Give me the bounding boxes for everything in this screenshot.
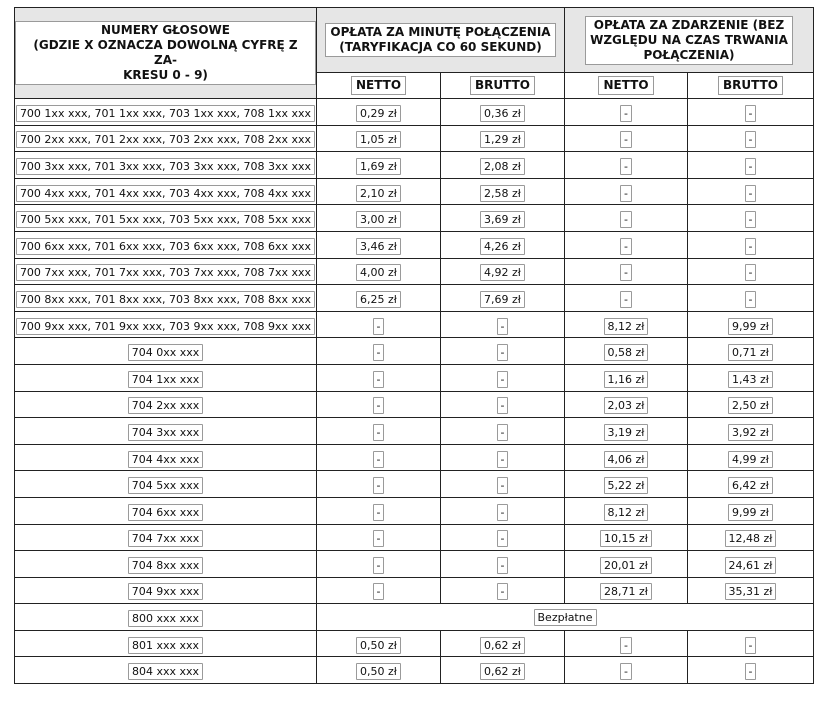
- per-minute-brutto-cell: [441, 471, 565, 498]
- per-minute-netto-cell: [317, 418, 441, 445]
- table-row: [15, 524, 814, 551]
- per-minute-netto-cell: [317, 338, 441, 365]
- per-minute-netto-cell: [317, 391, 441, 418]
- per-minute-netto: -: [373, 557, 385, 574]
- per-minute-brutto-cell: [441, 205, 565, 232]
- per-event-brutto: -: [745, 211, 757, 228]
- per-event-netto-cell: [565, 418, 688, 445]
- table-row: [15, 471, 814, 498]
- per-event-netto-cell: [565, 152, 688, 179]
- number-range: 800 xxx xxx: [128, 610, 203, 627]
- free-label: Bezpłatne: [534, 609, 597, 626]
- per-event-brutto-cell: [688, 444, 814, 471]
- per-event-brutto-cell: [688, 178, 814, 205]
- per-minute-netto: 3,46 zł: [356, 238, 401, 255]
- per-minute-brutto: 3,69 zł: [480, 211, 525, 228]
- per-event-netto: 1,16 zł: [604, 371, 649, 388]
- per-minute-netto-cell: [317, 497, 441, 524]
- per-event-brutto-cell: [688, 338, 814, 365]
- number-range-cell: [15, 178, 317, 205]
- number-range: 700 3xx xxx, 701 3xx xxx, 703 3xx xxx, 708 3xx xxx: [16, 158, 315, 175]
- per-event-netto-cell: [565, 205, 688, 232]
- per-event-netto-cell: [565, 285, 688, 312]
- per-minute-netto: 0,29 zł: [356, 105, 401, 122]
- number-range: 700 2xx xxx, 701 2xx xxx, 703 2xx xxx, 708 2xx xxx: [16, 131, 315, 148]
- number-range: 804 xxx xxx: [128, 663, 203, 680]
- per-event-netto-cell: [565, 231, 688, 258]
- per-event-netto-cell: [565, 497, 688, 524]
- free-label-cell: [317, 604, 814, 631]
- per-event-brutto-cell: [688, 152, 814, 179]
- per-event-netto: -: [620, 264, 632, 281]
- per-minute-brutto: 4,92 zł: [480, 264, 525, 281]
- per-minute-netto: -: [373, 318, 385, 335]
- per-event-brutto: 9,99 zł: [728, 318, 773, 335]
- per-event-brutto-cell: [688, 577, 814, 604]
- table-row: [15, 577, 814, 604]
- per-event-brutto: 9,99 zł: [728, 504, 773, 521]
- per-event-brutto: -: [745, 291, 757, 308]
- per-event-netto-cell: [565, 99, 688, 126]
- per-event-netto-cell: [565, 258, 688, 285]
- table-row: [15, 630, 814, 657]
- per-event-brutto-cell: [688, 285, 814, 312]
- per-minute-brutto-cell: [441, 657, 565, 684]
- per-minute-netto-cell: [317, 577, 441, 604]
- table-row: [15, 418, 814, 445]
- table-row: [15, 99, 814, 126]
- number-range-cell: [15, 657, 317, 684]
- per-event-netto-cell: [565, 178, 688, 205]
- per-event-netto-cell: [565, 657, 688, 684]
- per-event-netto: -: [620, 211, 632, 228]
- number-range: 704 2xx xxx: [128, 397, 204, 414]
- per-event-netto: -: [620, 158, 632, 175]
- per-minute-brutto: -: [497, 583, 509, 600]
- per-minute-brutto-cell: [441, 178, 565, 205]
- number-range: 700 6xx xxx, 701 6xx xxx, 703 6xx xxx, 708 6xx xxx: [16, 238, 315, 255]
- per-event-header-label: OPŁATA ZA ZDARZENIE (BEZ WZGLĘDU NA CZAS TRWANIA POŁĄCZENIA): [585, 16, 793, 65]
- per-event-brutto-cell: [688, 551, 814, 578]
- number-range-cell: [15, 338, 317, 365]
- per-minute-header-label: OPŁATA ZA MINUTĘ POŁĄCZENIA (TARYFIKACJA CO 60 SEKUND): [325, 23, 555, 57]
- per-event-brutto: -: [745, 264, 757, 281]
- number-range: 700 9xx xxx, 701 9xx xxx, 703 9xx xxx, 708 9xx xxx: [16, 318, 315, 335]
- per-event-brutto: -: [745, 158, 757, 175]
- per-minute-brutto: -: [497, 530, 509, 547]
- number-range: 704 0xx xxx: [128, 344, 204, 361]
- number-range-cell: [15, 231, 317, 258]
- per-event-brutto-cell: [688, 125, 814, 152]
- per-minute-brutto: 2,08 zł: [480, 158, 525, 175]
- number-range: 700 5xx xxx, 701 5xx xxx, 703 5xx xxx, 708 5xx xxx: [16, 211, 315, 228]
- per-minute-brutto: -: [497, 371, 509, 388]
- per-event-netto-cell: [565, 338, 688, 365]
- per-minute-netto: 6,25 zł: [356, 291, 401, 308]
- per-event-brutto: -: [745, 185, 757, 202]
- number-range-cell: [15, 391, 317, 418]
- number-range: 704 3xx xxx: [128, 424, 204, 441]
- per-minute-netto-cell: [317, 551, 441, 578]
- per-minute-brutto: -: [497, 557, 509, 574]
- per-event-netto-cell: [565, 391, 688, 418]
- number-range-cell: [15, 285, 317, 312]
- tariff-table: [14, 7, 814, 684]
- per-minute-brutto-cell: [441, 551, 565, 578]
- per-minute-netto: 3,00 zł: [356, 211, 401, 228]
- per-minute-brutto: -: [497, 504, 509, 521]
- number-range: 704 1xx xxx: [128, 371, 204, 388]
- per-minute-netto: 0,50 zł: [356, 637, 401, 654]
- per-event-netto: 2,03 zł: [604, 397, 649, 414]
- number-range: 704 6xx xxx: [128, 504, 204, 521]
- number-range-cell: [15, 551, 317, 578]
- per-event-brutto-cell: [688, 524, 814, 551]
- per-event-netto: 3,19 zł: [604, 424, 649, 441]
- per-minute-netto: 1,05 zł: [356, 131, 401, 148]
- per-minute-brutto: 0,62 zł: [480, 663, 525, 680]
- per-minute-brutto-cell: [441, 258, 565, 285]
- per-event-netto: 0,58 zł: [604, 344, 649, 361]
- per-minute-brutto-cell: [441, 364, 565, 391]
- table-row: [15, 604, 814, 631]
- per-event-brutto-cell: [688, 630, 814, 657]
- number-range-cell: [15, 311, 317, 338]
- per-minute-brutto: 0,62 zł: [480, 637, 525, 654]
- per-minute-netto-cell: [317, 258, 441, 285]
- per-minute-netto: 2,10 zł: [356, 185, 401, 202]
- number-range: 704 9xx xxx: [128, 583, 204, 600]
- per-event-brutto: 1,43 zł: [728, 371, 773, 388]
- per-minute-brutto: -: [497, 451, 509, 468]
- numbers-column-header: [15, 8, 317, 99]
- per-minute-brutto-cell: [441, 152, 565, 179]
- table-row: [15, 311, 814, 338]
- per-minute-netto: 0,50 zł: [356, 663, 401, 680]
- per-minute-netto-cell: [317, 205, 441, 232]
- per-minute-netto-cell: [317, 524, 441, 551]
- per-minute-brutto-header: BRUTTO: [441, 73, 565, 99]
- per-event-netto: -: [620, 185, 632, 202]
- per-event-netto: -: [620, 131, 632, 148]
- number-range-cell: [15, 258, 317, 285]
- number-range-cell: [15, 497, 317, 524]
- per-event-netto-cell: [565, 524, 688, 551]
- per-minute-netto: -: [373, 504, 385, 521]
- per-minute-netto: -: [373, 397, 385, 414]
- table-row: [15, 338, 814, 365]
- per-minute-brutto: 4,26 zł: [480, 238, 525, 255]
- per-event-netto-cell: [565, 444, 688, 471]
- per-minute-netto-cell: [317, 471, 441, 498]
- per-event-column-group: [565, 8, 814, 73]
- per-minute-netto: -: [373, 477, 385, 494]
- per-event-brutto-cell: [688, 311, 814, 338]
- per-event-brutto: -: [745, 663, 757, 680]
- per-minute-netto-cell: [317, 231, 441, 258]
- per-minute-brutto-cell: [441, 577, 565, 604]
- number-range-cell: [15, 604, 317, 631]
- number-range: 700 1xx xxx, 701 1xx xxx, 703 1xx xxx, 708 1xx xxx: [16, 105, 315, 122]
- per-minute-brutto-cell: [441, 497, 565, 524]
- per-event-netto: 8,12 zł: [604, 318, 649, 335]
- per-event-brutto: -: [745, 131, 757, 148]
- per-minute-brutto-cell: [441, 444, 565, 471]
- table-row: [15, 364, 814, 391]
- number-range-cell: [15, 444, 317, 471]
- number-range-cell: [15, 205, 317, 232]
- per-minute-brutto-cell: [441, 391, 565, 418]
- per-event-brutto: 6,42 zł: [728, 477, 773, 494]
- per-minute-netto: -: [373, 371, 385, 388]
- per-event-netto-cell: [565, 125, 688, 152]
- table-row: [15, 391, 814, 418]
- per-minute-netto: 1,69 zł: [356, 158, 401, 175]
- table-row: [15, 178, 814, 205]
- table-row: [15, 231, 814, 258]
- per-event-netto: 28,71 zł: [600, 583, 652, 600]
- per-event-netto: 10,15 zł: [600, 530, 652, 547]
- per-event-brutto-cell: [688, 497, 814, 524]
- per-minute-netto: -: [373, 583, 385, 600]
- number-range-cell: [15, 418, 317, 445]
- table-row: [15, 205, 814, 232]
- per-minute-brutto-cell: [441, 630, 565, 657]
- per-event-brutto: -: [745, 238, 757, 255]
- number-range-cell: [15, 524, 317, 551]
- per-minute-netto: -: [373, 344, 385, 361]
- per-minute-netto-cell: [317, 99, 441, 126]
- number-range-cell: [15, 364, 317, 391]
- table-row: [15, 497, 814, 524]
- per-minute-netto-cell: [317, 311, 441, 338]
- number-range: 801 xxx xxx: [128, 637, 203, 654]
- per-event-brutto: -: [745, 105, 757, 122]
- table-row: [15, 152, 814, 179]
- per-event-brutto-cell: [688, 364, 814, 391]
- per-minute-brutto-cell: [441, 231, 565, 258]
- per-minute-brutto-cell: [441, 125, 565, 152]
- per-event-netto: -: [620, 291, 632, 308]
- per-minute-brutto-cell: [441, 338, 565, 365]
- per-minute-brutto-cell: [441, 99, 565, 126]
- number-range: 704 5xx xxx: [128, 477, 204, 494]
- per-minute-netto-header: NETTO: [317, 73, 441, 99]
- per-minute-brutto-cell: [441, 524, 565, 551]
- per-event-netto-cell: [565, 630, 688, 657]
- per-event-netto-cell: [565, 577, 688, 604]
- number-range-cell: [15, 152, 317, 179]
- per-event-brutto: 4,99 zł: [728, 451, 773, 468]
- per-minute-brutto: -: [497, 397, 509, 414]
- per-event-brutto-cell: [688, 258, 814, 285]
- per-event-brutto: 35,31 zł: [725, 583, 777, 600]
- per-event-brutto: 2,50 zł: [728, 397, 773, 414]
- per-event-brutto: 24,61 zł: [725, 557, 777, 574]
- per-event-netto-cell: [565, 551, 688, 578]
- per-event-brutto-cell: [688, 231, 814, 258]
- per-minute-netto-cell: [317, 630, 441, 657]
- number-range: 704 7xx xxx: [128, 530, 204, 547]
- table-row: [15, 551, 814, 578]
- number-range: 700 4xx xxx, 701 4xx xxx, 703 4xx xxx, 708 4xx xxx: [16, 185, 315, 202]
- per-minute-brutto: 2,58 zł: [480, 185, 525, 202]
- per-event-netto: 4,06 zł: [604, 451, 649, 468]
- per-event-brutto-cell: [688, 471, 814, 498]
- per-event-netto: 20,01 zł: [600, 557, 652, 574]
- per-minute-column-group: [317, 8, 565, 73]
- per-minute-brutto-cell: [441, 418, 565, 445]
- per-event-brutto: 3,92 zł: [728, 424, 773, 441]
- per-event-brutto: 12,48 zł: [725, 530, 777, 547]
- per-event-brutto-header: BRUTTO: [688, 73, 814, 99]
- per-minute-brutto: 7,69 zł: [480, 291, 525, 308]
- per-event-netto: -: [620, 663, 632, 680]
- table-row: [15, 125, 814, 152]
- per-minute-netto: -: [373, 530, 385, 547]
- per-event-netto: 8,12 zł: [604, 504, 649, 521]
- number-range-cell: [15, 630, 317, 657]
- table-row: [15, 657, 814, 684]
- per-minute-netto-cell: [317, 125, 441, 152]
- per-event-brutto-cell: [688, 205, 814, 232]
- number-range-cell: [15, 471, 317, 498]
- per-minute-brutto: -: [497, 344, 509, 361]
- per-minute-netto: 4,00 zł: [356, 264, 401, 281]
- number-range: 704 4xx xxx: [128, 451, 204, 468]
- number-range-cell: [15, 577, 317, 604]
- per-minute-netto-cell: [317, 364, 441, 391]
- per-event-brutto-cell: [688, 99, 814, 126]
- per-event-netto-header: NETTO: [565, 73, 688, 99]
- table-row: [15, 444, 814, 471]
- per-minute-brutto: 0,36 zł: [480, 105, 525, 122]
- per-event-netto: 5,22 zł: [604, 477, 649, 494]
- per-event-brutto: -: [745, 637, 757, 654]
- per-minute-brutto: -: [497, 477, 509, 494]
- per-minute-netto-cell: [317, 178, 441, 205]
- table-row: [15, 258, 814, 285]
- per-event-netto: -: [620, 637, 632, 654]
- table-row: [15, 285, 814, 312]
- per-event-netto-cell: [565, 311, 688, 338]
- per-minute-netto: -: [373, 424, 385, 441]
- per-minute-netto-cell: [317, 657, 441, 684]
- number-range-cell: [15, 125, 317, 152]
- per-event-netto-cell: [565, 364, 688, 391]
- per-event-netto: -: [620, 238, 632, 255]
- tariff-table-body: [15, 99, 814, 684]
- per-minute-brutto-cell: [441, 311, 565, 338]
- number-range: 700 7xx xxx, 701 7xx xxx, 703 7xx xxx, 708 7xx xxx: [16, 264, 315, 281]
- number-range-cell: [15, 99, 317, 126]
- per-event-brutto-cell: [688, 418, 814, 445]
- per-minute-netto-cell: [317, 152, 441, 179]
- number-range: 704 8xx xxx: [128, 557, 204, 574]
- per-minute-brutto: 1,29 zł: [480, 131, 525, 148]
- numbers-header-label: NUMERY GŁOSOWE (GDZIE X OZNACZA DOWOLNĄ CYFRĘ Z ZA- KRESU 0 - 9): [15, 21, 316, 85]
- per-event-netto: -: [620, 105, 632, 122]
- per-minute-brutto: -: [497, 424, 509, 441]
- per-minute-netto: -: [373, 451, 385, 468]
- per-event-brutto: 0,71 zł: [728, 344, 773, 361]
- per-minute-brutto: -: [497, 318, 509, 335]
- per-minute-netto-cell: [317, 444, 441, 471]
- number-range: 700 8xx xxx, 701 8xx xxx, 703 8xx xxx, 708 8xx xxx: [16, 291, 315, 308]
- per-event-brutto-cell: [688, 391, 814, 418]
- per-event-netto-cell: [565, 471, 688, 498]
- per-event-brutto-cell: [688, 657, 814, 684]
- per-minute-netto-cell: [317, 285, 441, 312]
- per-minute-brutto-cell: [441, 285, 565, 312]
